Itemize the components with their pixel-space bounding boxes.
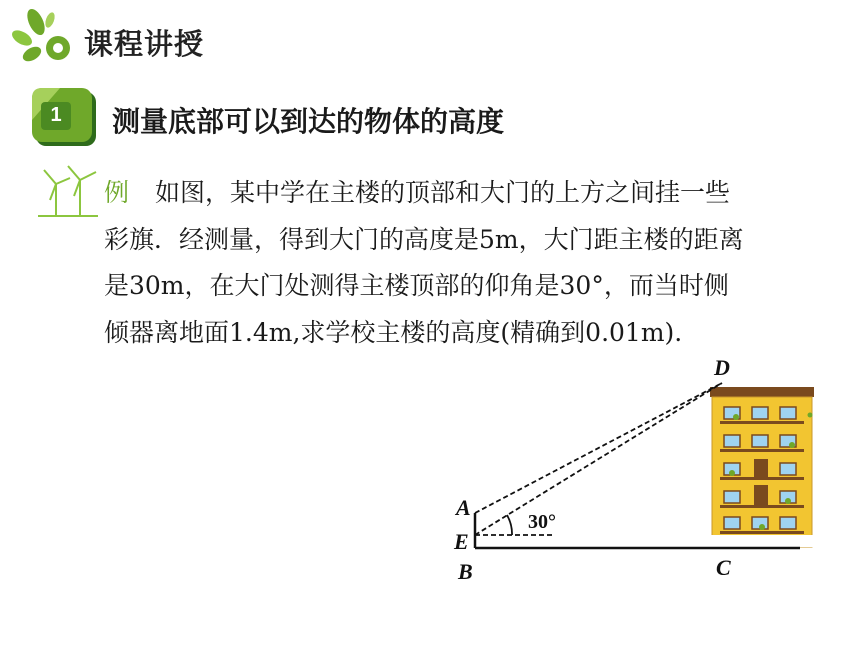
wind-turbine-icon (38, 160, 98, 218)
point-E-label: E (454, 529, 469, 554)
angle-label: 30° (528, 511, 556, 533)
header-title: 课程讲授 (84, 27, 205, 61)
example-text (104, 170, 834, 356)
section-title: 测量底部可以到达的物体的高度 (112, 105, 505, 138)
text-line-3: 是30m，在大门处测得主楼顶部的仰角是30°，而当时侧 (104, 271, 729, 300)
figure-diagram (440, 355, 830, 595)
point-D-label: D (714, 355, 730, 380)
section-number: 1 (50, 104, 62, 126)
text-line-4: 倾器离地面1.4m,求学校主楼的高度(精确到0.01m). (104, 317, 683, 347)
point-B-label: B (458, 559, 473, 584)
text-line-2: 彩旗．经测量，得到大门的高度是5m，大门距主楼的距离 (104, 224, 744, 254)
point-C-label: C (716, 555, 731, 580)
section-number-badge (30, 86, 100, 148)
geometry-figure (440, 355, 830, 595)
course-logo-icon (8, 8, 80, 66)
example-label: 例 (104, 178, 130, 207)
point-A-label: A (456, 495, 471, 520)
building-icon (706, 387, 818, 547)
text-line-1: 例 如图，某中学在主楼的顶部和大门的上方之间挂一些 (104, 178, 731, 207)
